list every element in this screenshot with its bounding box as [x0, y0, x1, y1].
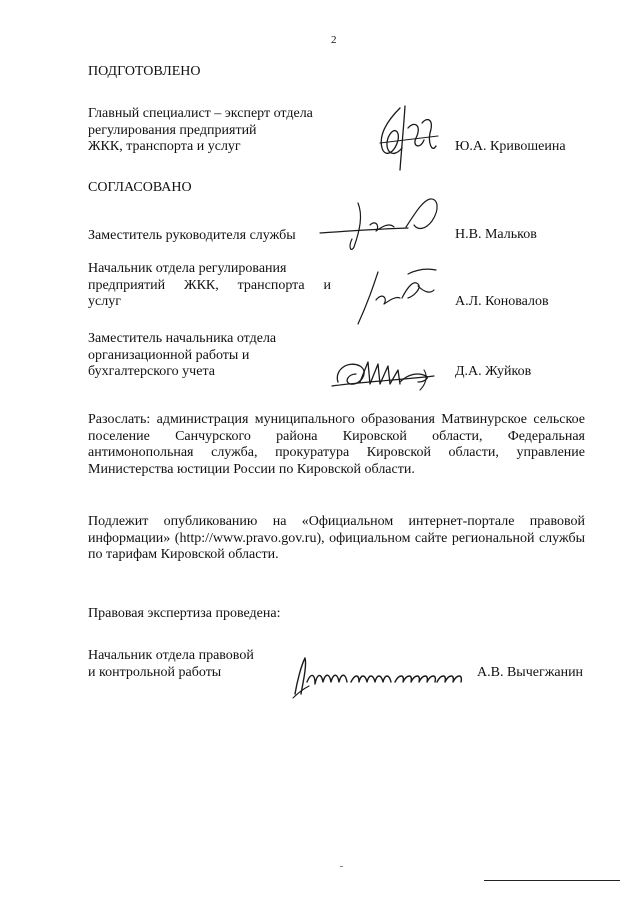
- position-line: Начальник отдела регулирования: [88, 261, 287, 276]
- position-line: ЖКК, транспорта и услуг: [88, 139, 241, 154]
- prepared-name: Ю.А. Кривошеина: [455, 139, 566, 154]
- position-line: организационной работы и: [88, 347, 250, 363]
- position-line: услуг: [88, 294, 121, 309]
- signer-position: [88, 228, 338, 245]
- signature-konovalov: [348, 262, 448, 332]
- agreed-heading: СОГЛАСОВАНО: [88, 180, 192, 195]
- signer-name: Н.В. Мальков: [455, 227, 537, 242]
- position-line: Заместитель руководителя службы: [88, 228, 296, 243]
- publication-note: Подлежит опубликованию на «Официальном интернет-портале правовой информации» (http://www.pravo.gov.ru), официальном сайте региональной службы по тарифам Кировской области.: [88, 514, 585, 562]
- page-number: 2: [331, 34, 337, 46]
- footer-rule: [484, 880, 620, 881]
- position-line: регулирования предприятий: [88, 122, 257, 138]
- legal-review-name: А.В. Вычегжанин: [477, 665, 584, 680]
- position-line: предприятий ЖКК, транспорта и: [88, 277, 331, 293]
- position-line: бухгалтерского учета: [88, 364, 215, 379]
- signature-zhuikov: [330, 352, 440, 397]
- signer-position: [88, 331, 338, 381]
- signature-krivosheina: [360, 98, 450, 178]
- position-line: Начальник отдела правовой: [88, 648, 254, 663]
- prepared-heading: ПОДГОТОВЛЕНО: [88, 64, 201, 79]
- distribution-list: Разослать: администрация муниципального образования Матвинурское сельское поселение Санчурского района Кировской области, Федеральная антимонопольная служба, прокуратура Кировской области, управление Министерства юстиции России по Кировской области.: [88, 412, 585, 477]
- position-line: Заместитель начальника отдела: [88, 331, 277, 346]
- prepared-position: [88, 106, 338, 156]
- signer-name: Д.А. Жуйков: [455, 364, 532, 379]
- scan-speck: [340, 866, 343, 867]
- signer-name: А.Л. Коновалов: [455, 294, 549, 309]
- position-line: и контрольной работы: [88, 664, 222, 680]
- position-line: Главный специалист – эксперт отдела: [88, 106, 313, 121]
- legal-review-heading: Правовая экспертиза проведена:: [88, 606, 281, 621]
- signer-position: [88, 261, 331, 311]
- signature-vychegzhanin: [285, 652, 475, 702]
- signature-malkov: [318, 195, 448, 255]
